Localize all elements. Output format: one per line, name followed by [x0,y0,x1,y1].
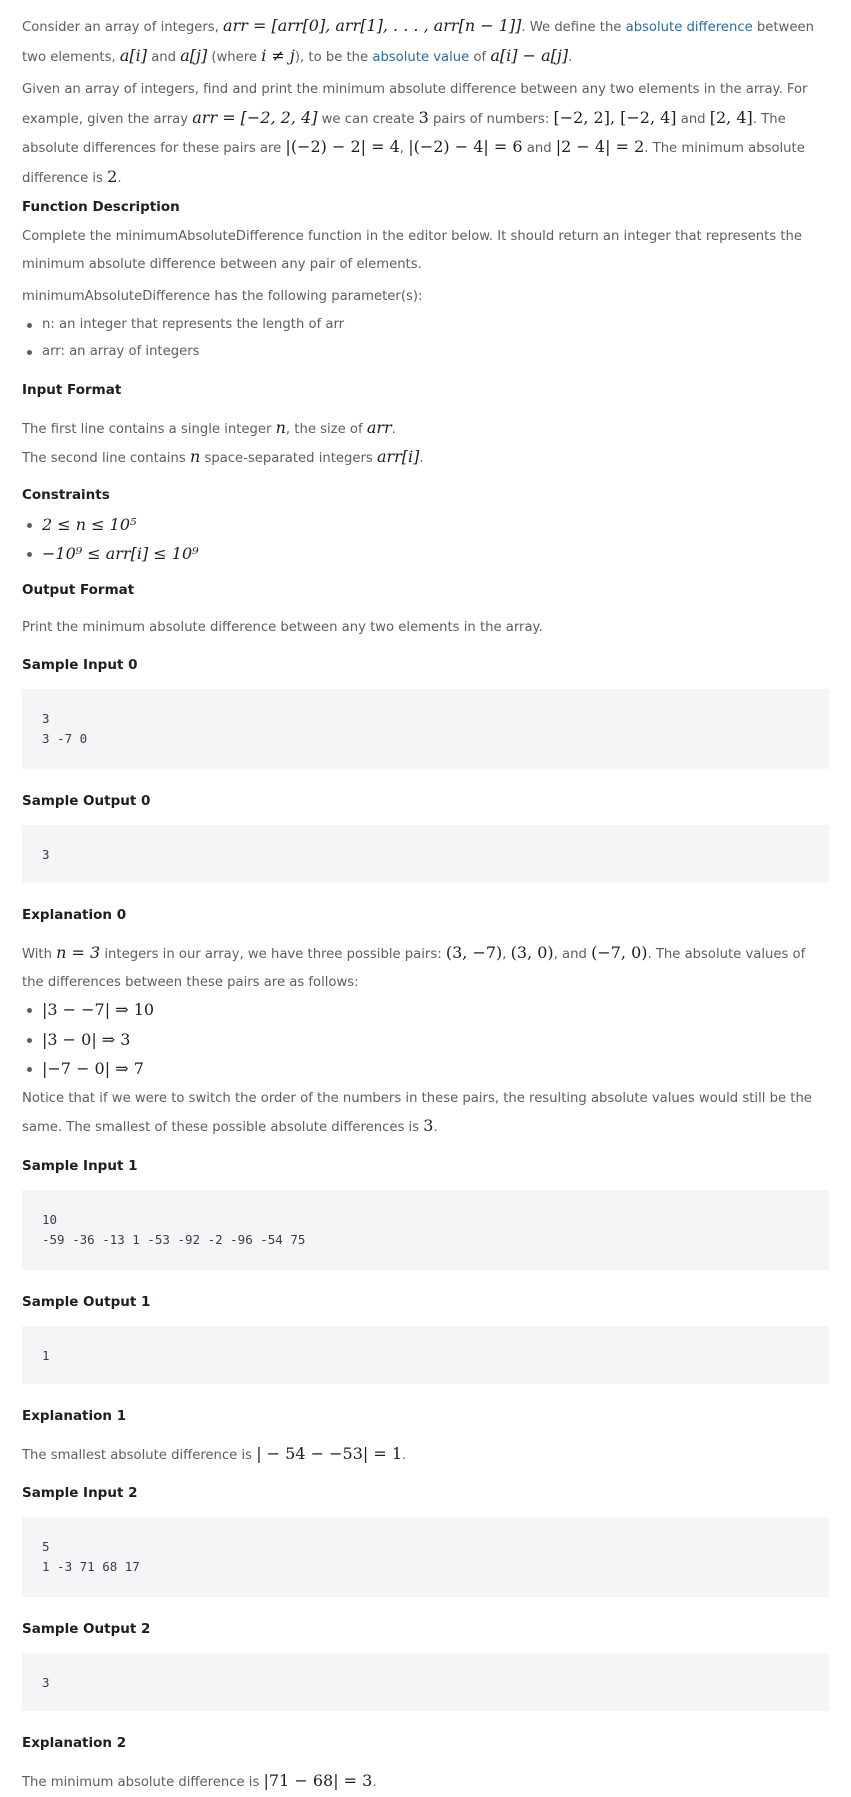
sample-input-0-heading: Sample Input 0 [22,657,138,673]
sample-output-2: 3 [22,1653,829,1711]
list-item: −10⁹ ≤ arr[i] ≤ 10⁹ [22,540,829,570]
explanation-0-heading: Explanation 0 [22,907,127,923]
sample-output-0-heading: Sample Output 0 [22,793,151,809]
math-ai: a[i] [119,45,147,65]
sample-input-1: 10 -59 -36 -13 1 -53 -92 -2 -96 -54 75 [22,1190,829,1270]
output-format-heading: Output Format [22,581,135,598]
explanation-2-text: The minimum absolute difference is |71 − 68| = 3. [22,1771,377,1790]
math-aj: a[j] [180,45,208,65]
sample-input-1-heading: Sample Input 1 [22,1157,138,1174]
math-ai-minus-aj: a[i] − a[j] [490,45,569,65]
constraints-heading: Constraints [22,486,110,503]
list-item: arr: an array of integers [22,338,829,366]
math-i-neq-j: i ≠ j [261,45,295,65]
sample-input-2: 5 1 -3 71 68 17 [22,1517,829,1597]
constraints-list [22,511,829,570]
intro-paragraph-2: Given an array of integers, find and print the minimum absolute difference between any two elements in the array. For example, given the array arr = [−2, 2, 4] we can create 3 pairs of numbers: [−2, 2], [−2, 4] and [2, 4]. The absolute differences for these pairs are |(−2) − 2| = 4, |(−2) − 4| = 6 and |2 − 4| = 2. The minimum absolute difference is 2. [22,82,808,186]
sample-output-1: 1 [22,1326,829,1384]
sample-output-1-heading: Sample Output 1 [22,1293,151,1310]
absolute-value-link[interactable]: absolute value [372,49,470,65]
list-item: n: an integer that represents the length of arr [22,311,829,339]
output-format-text: Print the minimum absolute difference between any two elements in the array. [22,619,543,635]
math-example-arr: arr = [−2, 2, 4] [192,107,318,127]
list-item: 2 ≤ n ≤ 10⁵ [22,511,829,541]
absolute-difference-link[interactable]: absolute difference [625,20,753,35]
params-intro: minimumAbsoluteDifference has the following parameter(s): [22,289,423,304]
sample-output-2-heading: Sample Output 2 [22,1621,151,1637]
sample-input-2-heading: Sample Input 2 [22,1485,138,1501]
function-description-text: Complete the minimumAbsoluteDifference function in the editor below. It should return an integer that represents the minimum absolute difference between any pair of elements. [22,229,802,272]
function-description-heading: Function Description [22,199,180,215]
explanation-0-list [22,996,829,1085]
explanation-0-note: Notice that if we were to switch the order of the numbers in these pairs, the resulting absolute values would still be the same. The smallest of these possible absolute differences is 3. [22,1090,812,1135]
input-format-line-1: The first line contains a single integer n, the size of arr. [22,417,396,437]
input-format-heading: Input Format [22,381,122,398]
list-item: |−7 − 0| ⇒ 7 [22,1055,829,1085]
sample-input-0: 3 3 -7 0 [22,689,829,769]
list-item: |3 − 0| ⇒ 3 [22,1026,829,1056]
params-list [22,311,829,366]
explanation-2-heading: Explanation 2 [22,1735,127,1751]
explanation-1-text: The smallest absolute difference is | − 54 − −53| = 1. [22,1443,407,1463]
explanation-0-text: With n = 3 integers in our array, we have three possible pairs: (3, −7), (3, 0), and (−7, 0). The absolute values of the differences between these pairs are as follows: [22,943,806,990]
sample-output-0: 3 [22,825,829,883]
intro-paragraph-1: Consider an array of integers, arr = [arr[0], arr[1], . . . , arr[n − 1]]. We define the absolute difference between two elements, a[i] and a[j] (where i ≠ j), to be the absolute value of a[i] − a[j]. [22,16,814,65]
problem-statement [22,12,829,1797]
math-arr-definition: arr = [arr[0], arr[1], . . . , arr[n − 1]] [223,16,522,35]
input-format-line-2: The second line contains n space-separated integers arr[i]. [22,447,424,466]
explanation-1-heading: Explanation 1 [22,1407,127,1424]
list-item: |3 − −7| ⇒ 10 [22,996,829,1026]
